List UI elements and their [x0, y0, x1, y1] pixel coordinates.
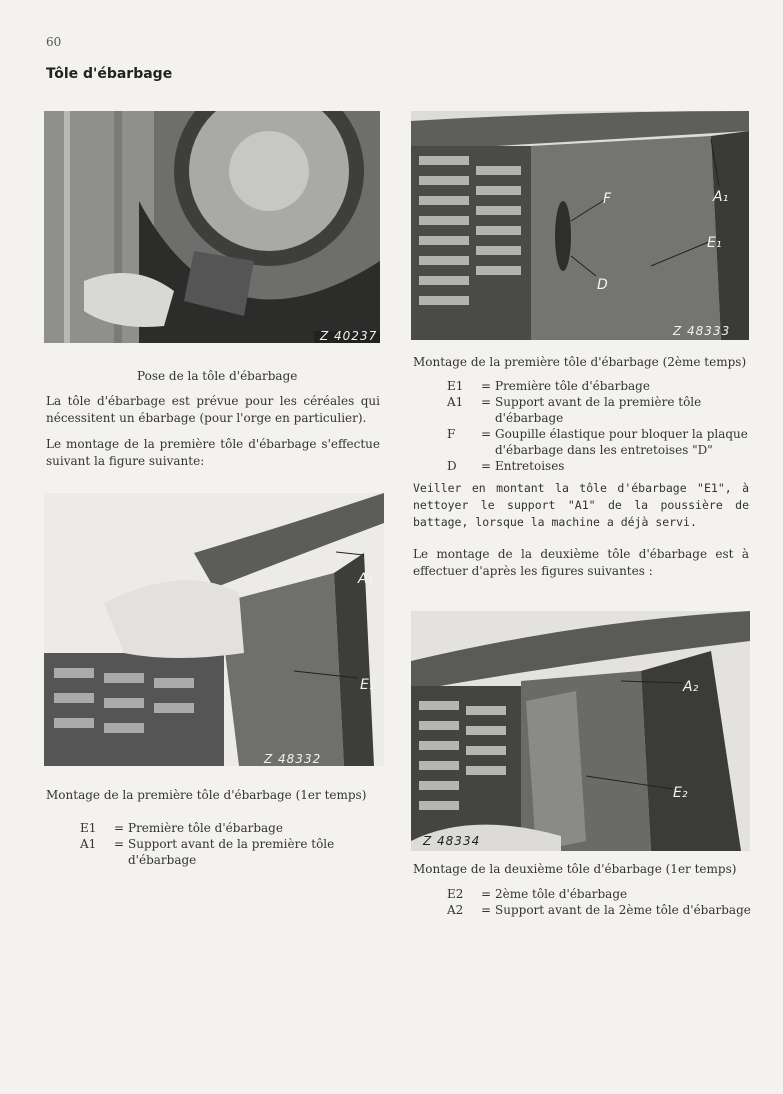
legend-value: Première tôle d'ébarbage	[495, 379, 650, 393]
paragraph-4: Le montage de la deuxième tôle d'ébarbage est à effectuer d'après les figures suivantes :	[413, 547, 749, 578]
figure-2-photo	[44, 493, 384, 766]
figure-2-label-a1: A₁	[358, 571, 374, 587]
figure-3-code: Z 48333	[673, 324, 731, 338]
legend-sep: =	[481, 427, 492, 441]
page-number: 60	[46, 35, 62, 49]
legend-value: Support avant de la première tôle d'ébarbage	[495, 395, 702, 425]
paragraph-1: La tôle d'ébarbage est prévue pour les céréales qui nécessitent un ébarbage (pour l'orge en particulier).	[46, 394, 380, 425]
legend-sep: =	[114, 821, 125, 835]
legend-key: A1	[80, 837, 97, 851]
legend-row-e1	[447, 378, 757, 394]
figure-1-caption: Pose de la tôle d'ébarbage	[137, 369, 298, 383]
legend-key: E1	[447, 379, 464, 393]
figure-2-legend	[80, 820, 390, 868]
figure-1-photo	[44, 111, 380, 343]
legend-row-a2	[447, 902, 757, 918]
legend-value: 2ème tôle d'ébarbage	[495, 887, 628, 901]
figure-4-photo	[411, 611, 750, 851]
legend-sep: =	[481, 903, 492, 917]
legend-key: E1	[80, 821, 97, 835]
paragraph-3: Veiller en montant la tôle d'ébarbage "E1", à nettoyer le support "A1" de la poussière de battage, lorsque la machine a déjà servi.	[413, 481, 749, 529]
figure-3-label-e1: E₁	[707, 235, 722, 251]
figure-3-label-d: D	[597, 277, 608, 293]
legend-row-e2	[447, 886, 757, 902]
figure-3-photo	[411, 111, 749, 340]
figure-3-label-f: F	[603, 191, 612, 207]
legend-sep: =	[481, 379, 492, 393]
legend-row-f	[447, 426, 757, 458]
legend-sep: =	[114, 837, 125, 851]
legend-row-a1	[80, 836, 390, 868]
legend-value: Support avant de la première tôle d'ébarbage	[128, 837, 335, 867]
figure-2-code: Z 48332	[264, 752, 322, 766]
figure-3-legend	[447, 378, 757, 474]
legend-sep: =	[481, 887, 492, 901]
figure-4-label-e2: E₂	[673, 785, 688, 801]
legend-key: E2	[447, 887, 464, 901]
legend-row-a1	[447, 394, 757, 426]
legend-key: D	[447, 459, 457, 473]
figure-4-caption: Montage de la deuxième tôle d'ébarbage (1er temps)	[413, 862, 737, 876]
section-title: Tôle d'ébarbage	[46, 66, 173, 82]
figure-1-code: Z 40237	[320, 329, 378, 343]
figure-2-label-e1: E₁	[360, 677, 375, 693]
legend-row-e1	[80, 820, 390, 836]
figure-3-label-a1: A₁	[713, 189, 729, 205]
legend-value: Support avant de la 2ème tôle d'ébarbage	[495, 903, 751, 917]
legend-value: Première tôle d'ébarbage	[128, 821, 283, 835]
figure-3-caption: Montage de la première tôle d'ébarbage (2ème temps)	[413, 355, 747, 369]
figure-2-caption: Montage de la première tôle d'ébarbage (1er temps)	[46, 788, 367, 802]
legend-row-d	[447, 458, 757, 474]
legend-value: Entretoises	[495, 459, 565, 473]
legend-key: F	[447, 427, 456, 441]
legend-key: A2	[447, 903, 464, 917]
legend-sep: =	[481, 395, 492, 409]
figure-4-label-a2: A₂	[683, 679, 699, 695]
figure-4-code: Z 48334	[423, 834, 481, 848]
legend-value: Goupille élastique pour bloquer la plaque d'ébarbage dans les entretoises "D"	[495, 427, 748, 457]
legend-sep: =	[481, 459, 492, 473]
figure-4-legend	[447, 886, 757, 918]
legend-key: A1	[447, 395, 464, 409]
paragraph-2: Le montage de la première tôle d'ébarbage s'effectue suivant la figure suivante:	[46, 437, 380, 468]
